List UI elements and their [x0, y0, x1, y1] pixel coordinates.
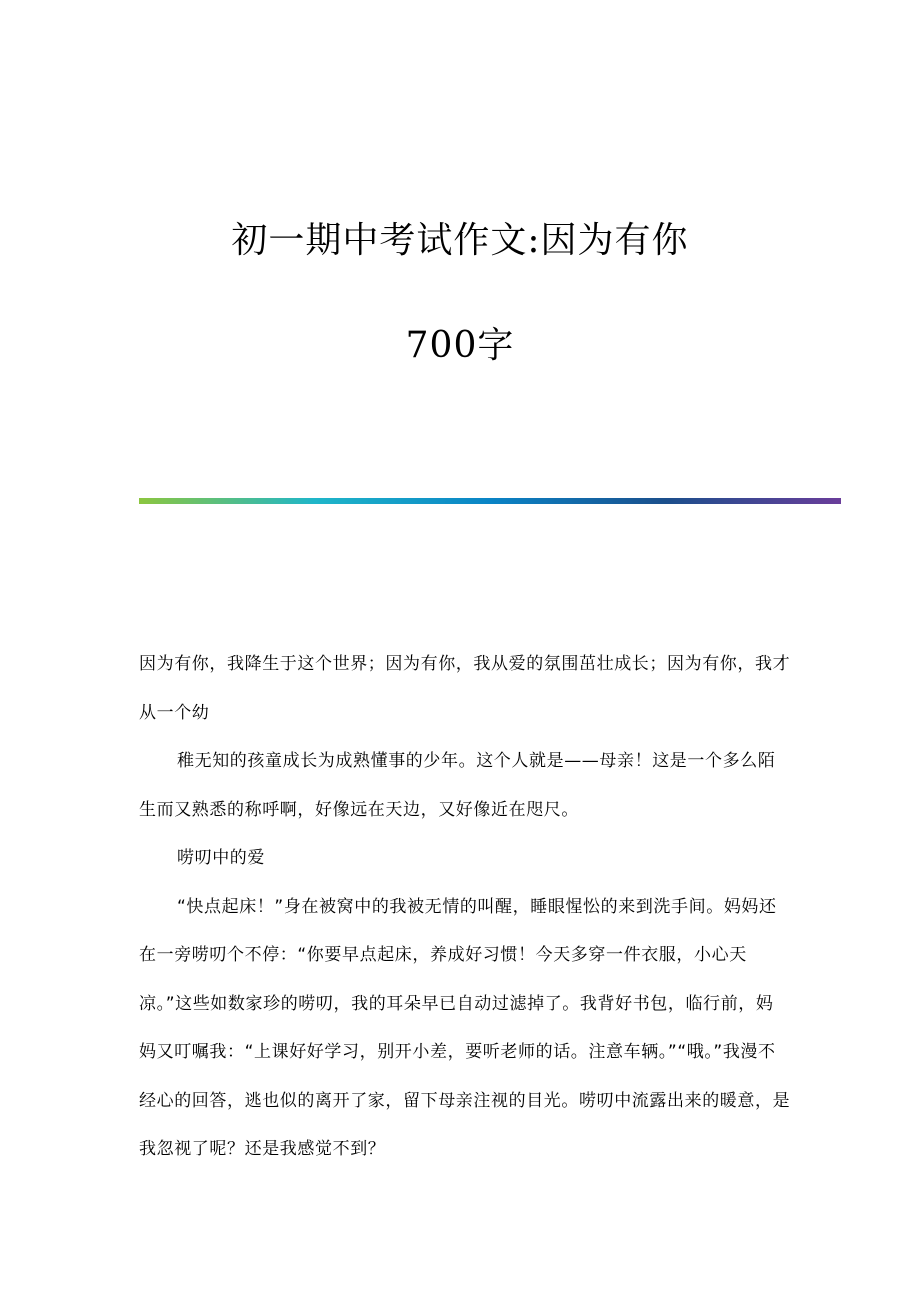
essay-paragraph-3: “快点起床！”身在被窝中的我被无情的叫醒，睡眼惺忪的来到洗手间。妈妈还在一旁唠叨个不停：“你要早点起床，养成好习惯！今天多穿一件衣服，小心天凉。”这些如数家珍的唠叨，我的耳朵早已自动过滤掉了。我背好书包，临行前，妈妈又叮嘱我：“上课好好学习，别开小差，要听老师的话。注意车辆。”“哦。”我漫不经心的回答，逃也似的离开了家，留下母亲注视的目光。唠叨中流露出来的暖意，是我忽视了呢？还是我感觉不到？ — [139, 896, 791, 1159]
document-title-wordcount: 700字 — [405, 325, 515, 366]
essay-paragraph-2: 稚无知的孩童成长为成熟懂事的少年。这个人就是——母亲！这是一个多么陌生而又熟悉的称呼啊，好像远在天边，又好像近在咫尺。 — [139, 751, 776, 820]
essay-section-heading: 唠叨中的爱 — [177, 848, 265, 868]
title-divider — [139, 489, 841, 495]
essay-paragraph-1: 因为有你，我降生于这个世界；因为有你，我从爱的氛围茁壮成长；因为有你，我才从一个幼 — [139, 654, 791, 723]
essay-body — [139, 640, 791, 1174]
document-title: 初一期中考试作文:因为有你 — [231, 220, 689, 261]
divider-gradient-bar — [139, 498, 841, 504]
